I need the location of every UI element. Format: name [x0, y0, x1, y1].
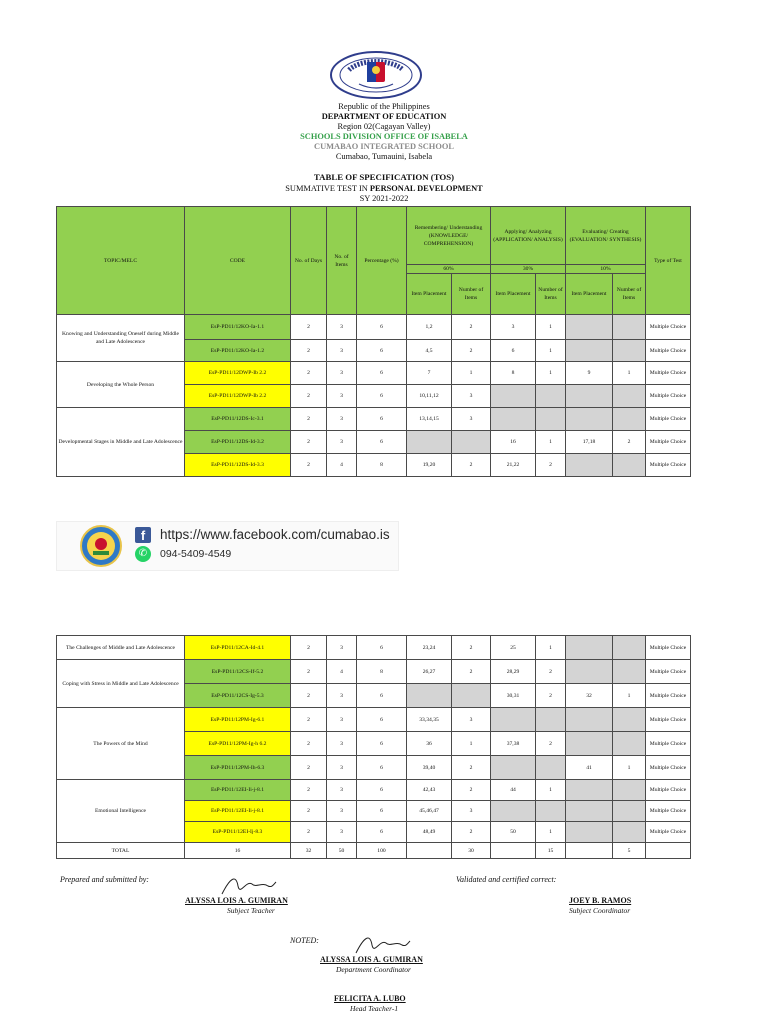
- th-days: No. of Days: [291, 207, 327, 315]
- evaluate-count-cell: 1: [613, 756, 646, 780]
- tos-subject: PERSONAL DEVELOPMENT: [369, 184, 483, 193]
- test-type-cell: Multiple Choice: [646, 756, 691, 780]
- total-blank: [407, 843, 452, 859]
- percentage-cell: 6: [357, 385, 407, 408]
- evaluate-placement-cell: 32: [566, 684, 613, 708]
- th-topic: TOPIC/MELC: [57, 207, 185, 315]
- apply-count-cell: 2: [536, 684, 566, 708]
- test-type-cell: Multiple Choice: [646, 454, 691, 477]
- days-cell: 2: [291, 315, 327, 340]
- evaluate-placement-cell: 9: [566, 362, 613, 385]
- topic-cell: Emotional Intelligence: [57, 780, 185, 843]
- days-cell: 2: [291, 385, 327, 408]
- items-cell: 3: [327, 684, 357, 708]
- apply-placement-cell: 37,38: [491, 732, 536, 756]
- remember-placement-cell: 4,5: [407, 340, 452, 362]
- apply-placement-cell: 44: [491, 780, 536, 801]
- percentage-cell: 6: [357, 756, 407, 780]
- remember-count-cell: 3: [452, 708, 491, 732]
- percentage-cell: 6: [357, 431, 407, 454]
- apply-placement-cell: [491, 801, 536, 822]
- header-school: CUMABAO INTEGRATED SCHOOL: [314, 142, 454, 151]
- apply-count-cell: [536, 408, 566, 431]
- tos-title: TABLE OF SPECIFICATION (TOS): [313, 172, 455, 182]
- code-cell: EsP-PD11/12DS-Id-3.3: [185, 454, 291, 477]
- remember-placement-cell: 13,14,15: [407, 408, 452, 431]
- prepared-label: Prepared and submitted by:: [60, 875, 149, 884]
- th-pct-30: 30%: [491, 265, 566, 274]
- days-cell: 2: [291, 636, 327, 660]
- header-region: Region 02(Cagayan Valley): [337, 122, 431, 131]
- evaluate-count-cell: [613, 732, 646, 756]
- remember-count-cell: 2: [452, 454, 491, 477]
- evaluate-count-cell: 2: [613, 431, 646, 454]
- school-logo-icon: [80, 525, 122, 567]
- coordinator-name: JOEY B. RAMOS: [569, 896, 632, 905]
- th-code: CODE: [185, 207, 291, 315]
- remember-count-cell: 1: [452, 732, 491, 756]
- apply-placement-cell: 25: [491, 636, 536, 660]
- tos-subtitle: [0, 184, 768, 194]
- table-row: [57, 708, 691, 732]
- topic-cell: Developmental Stages in Middle and Late Adolescence: [57, 408, 185, 477]
- percentage-cell: 8: [357, 660, 407, 684]
- table-row: [57, 315, 691, 340]
- test-type-cell: Multiple Choice: [646, 408, 691, 431]
- total-percentage: 50: [327, 843, 357, 859]
- remember-placement-cell: 23,24: [407, 636, 452, 660]
- header-address: Cumabao, Tumauini, Isabela: [335, 152, 433, 161]
- items-cell: 4: [327, 454, 357, 477]
- apply-count-cell: 1: [536, 636, 566, 660]
- th-applying: Applying/ Analyzing (APPLICATION/ ANALYSIS): [491, 207, 566, 265]
- remember-count-cell: 1: [452, 362, 491, 385]
- days-cell: 2: [291, 780, 327, 801]
- dept-coordinator-role: Department Coordinator: [336, 965, 411, 974]
- code-cell: EsP-PD11/12PM-Ig-h 6.2: [185, 732, 291, 756]
- remember-placement-cell: 39,40: [407, 756, 452, 780]
- evaluate-count-cell: 1: [613, 684, 646, 708]
- evaluate-placement-cell: [566, 454, 613, 477]
- remember-count-cell: 2: [452, 660, 491, 684]
- topic-cell: The Challenges of Middle and Late Adolescence: [57, 636, 185, 660]
- apply-count-cell: 1: [536, 780, 566, 801]
- percentage-cell: 6: [357, 362, 407, 385]
- items-cell: 3: [327, 431, 357, 454]
- evaluate-placement-cell: [566, 408, 613, 431]
- evaluate-placement-cell: [566, 636, 613, 660]
- code-cell: EsP-PD11/12CS-If-5.2: [185, 660, 291, 684]
- total-evaluate-count: 5: [613, 843, 646, 859]
- evaluate-placement-cell: [566, 822, 613, 843]
- remember-placement-cell: [407, 431, 452, 454]
- percentage-cell: 6: [357, 780, 407, 801]
- evaluate-placement-cell: [566, 708, 613, 732]
- percentage-cell: 6: [357, 636, 407, 660]
- remember-placement-cell: 36: [407, 732, 452, 756]
- remember-count-cell: 2: [452, 780, 491, 801]
- items-cell: 3: [327, 636, 357, 660]
- school-year: SY 2021-2022: [359, 194, 409, 203]
- th-item-placement: Item Placement: [491, 274, 536, 315]
- apply-count-cell: [536, 708, 566, 732]
- apply-placement-cell: [491, 408, 536, 431]
- deped-seal-logo: [329, 50, 423, 100]
- apply-placement-cell: 30,31: [491, 684, 536, 708]
- apply-count-cell: 1: [536, 362, 566, 385]
- teacher-name: ALYSSA LOIS A. GUMIRAN: [185, 896, 288, 905]
- evaluate-count-cell: [613, 315, 646, 340]
- test-type-cell: Multiple Choice: [646, 822, 691, 843]
- total-remember: 100: [357, 843, 407, 859]
- tos-table-bottom: [56, 635, 691, 859]
- total-items: 32: [291, 843, 327, 859]
- remember-count-cell: 2: [452, 822, 491, 843]
- apply-count-cell: [536, 801, 566, 822]
- test-type-cell: Multiple Choice: [646, 315, 691, 340]
- remember-placement-cell: 19,20: [407, 454, 452, 477]
- total-days: 16: [185, 843, 291, 859]
- code-cell: EsP-PD11/12EI-Ii-j-8.1: [185, 801, 291, 822]
- apply-placement-cell: 16: [491, 431, 536, 454]
- days-cell: 2: [291, 801, 327, 822]
- dept-coordinator-name: ALYSSA LOIS A. GUMIRAN: [320, 955, 423, 964]
- items-cell: 3: [327, 315, 357, 340]
- evaluate-placement-cell: [566, 660, 613, 684]
- days-cell: 2: [291, 454, 327, 477]
- apply-count-cell: 2: [536, 454, 566, 477]
- percentage-cell: 8: [357, 454, 407, 477]
- days-cell: 2: [291, 732, 327, 756]
- evaluate-count-cell: [613, 454, 646, 477]
- th-number-items: Number of Items: [452, 274, 491, 315]
- th-pct-10: 10%: [566, 265, 646, 274]
- th-number-items: Number of Items: [536, 274, 566, 315]
- percentage-cell: 6: [357, 684, 407, 708]
- code-cell: EsP-PD11/12EI-Ii-j-8.1: [185, 780, 291, 801]
- remember-placement-cell: 33,34,35: [407, 708, 452, 732]
- apply-placement-cell: 50: [491, 822, 536, 843]
- remember-count-cell: 2: [452, 756, 491, 780]
- facebook-link[interactable]: https://www.facebook.com/cumabao.is: [160, 527, 390, 542]
- days-cell: 2: [291, 684, 327, 708]
- days-cell: 2: [291, 362, 327, 385]
- evaluate-placement-cell: [566, 385, 613, 408]
- test-type-cell: Multiple Choice: [646, 660, 691, 684]
- evaluate-count-cell: [613, 385, 646, 408]
- items-cell: 3: [327, 732, 357, 756]
- phone-number: 094-5409-4549: [160, 548, 232, 560]
- code-cell: EsP-PD11/12EI-Ij-8.3: [185, 822, 291, 843]
- th-items: No. of Items: [327, 207, 357, 315]
- apply-count-cell: 1: [536, 431, 566, 454]
- test-type-cell: Multiple Choice: [646, 708, 691, 732]
- th-type: Type of Test: [646, 207, 691, 315]
- table-row: [57, 636, 691, 660]
- coordinator-role: Subject Coordinator: [569, 906, 631, 915]
- validated-label: Validated and certified correct:: [456, 875, 557, 884]
- apply-count-cell: [536, 756, 566, 780]
- apply-count-cell: 2: [536, 660, 566, 684]
- test-type-cell: Multiple Choice: [646, 362, 691, 385]
- days-cell: 2: [291, 431, 327, 454]
- items-cell: 3: [327, 408, 357, 431]
- th-remembering: Remembering/ Understanding (KNOWLEDGE/ COMPREHENSION): [407, 207, 491, 265]
- total-row: [57, 843, 691, 859]
- remember-placement-cell: 45,46,47: [407, 801, 452, 822]
- days-cell: 2: [291, 408, 327, 431]
- items-cell: 3: [327, 362, 357, 385]
- apply-placement-cell: 8: [491, 362, 536, 385]
- code-cell: EsP-PD11/12KO-Ia-1.2: [185, 340, 291, 362]
- header-department: DEPARTMENT OF EDUCATION: [321, 112, 447, 121]
- remember-placement-cell: 26,27: [407, 660, 452, 684]
- evaluate-count-cell: [613, 801, 646, 822]
- test-type-cell: Multiple Choice: [646, 780, 691, 801]
- total-remember-count: 30: [452, 843, 491, 859]
- items-cell: 3: [327, 340, 357, 362]
- percentage-cell: 6: [357, 801, 407, 822]
- remember-count-cell: 3: [452, 801, 491, 822]
- evaluate-placement-cell: 41: [566, 756, 613, 780]
- code-cell: EsP-PD11/12CS-Ig-5.3: [185, 684, 291, 708]
- code-cell: EsP-PD11/12PM-Ig-6.1: [185, 708, 291, 732]
- remember-count-cell: 2: [452, 340, 491, 362]
- th-item-placement: Item Placement: [566, 274, 613, 315]
- th-evaluating: Evaluating/ Creating (EVALUATION/ SYNTHESIS): [566, 207, 646, 265]
- code-cell: EsP-PD11/12DS-Ic-3.1: [185, 408, 291, 431]
- total-label: TOTAL: [57, 843, 185, 859]
- noted-label: NOTED:: [290, 936, 319, 945]
- topic-cell: Developing the Whole Person: [57, 362, 185, 408]
- remember-count-cell: [452, 431, 491, 454]
- evaluate-count-cell: [613, 408, 646, 431]
- evaluate-placement-cell: 17,18: [566, 431, 613, 454]
- total-apply-count: 15: [536, 843, 566, 859]
- days-cell: 2: [291, 708, 327, 732]
- items-cell: 3: [327, 822, 357, 843]
- evaluate-count-cell: [613, 822, 646, 843]
- test-type-cell: Multiple Choice: [646, 732, 691, 756]
- remember-count-cell: 3: [452, 385, 491, 408]
- th-number-items: Number of Items: [613, 274, 646, 315]
- head-teacher-name: FELICITA A. LUBO: [334, 994, 406, 1003]
- percentage-cell: 6: [357, 822, 407, 843]
- items-cell: 3: [327, 385, 357, 408]
- apply-placement-cell: [491, 756, 536, 780]
- header-republic: Republic of the Philippines: [338, 102, 430, 111]
- percentage-cell: 6: [357, 315, 407, 340]
- days-cell: 2: [291, 756, 327, 780]
- topic-cell: Coping with Stress in Middle and Late Adolescence: [57, 660, 185, 708]
- percentage-cell: 6: [357, 708, 407, 732]
- items-cell: 4: [327, 660, 357, 684]
- items-cell: 3: [327, 780, 357, 801]
- items-cell: 3: [327, 756, 357, 780]
- total-blank: [646, 843, 691, 859]
- evaluate-count-cell: [613, 636, 646, 660]
- table-row: [57, 780, 691, 801]
- test-type-cell: Multiple Choice: [646, 684, 691, 708]
- remember-count-cell: [452, 684, 491, 708]
- apply-placement-cell: 3: [491, 315, 536, 340]
- apply-count-cell: [536, 385, 566, 408]
- table-row: [57, 660, 691, 684]
- tos-table-top: [56, 206, 691, 477]
- remember-count-cell: 3: [452, 408, 491, 431]
- evaluate-placement-cell: [566, 340, 613, 362]
- teacher-role: Subject Teacher: [227, 906, 275, 915]
- percentage-cell: 6: [357, 340, 407, 362]
- apply-count-cell: 1: [536, 315, 566, 340]
- evaluate-count-cell: [613, 340, 646, 362]
- remember-placement-cell: 42,43: [407, 780, 452, 801]
- remember-count-cell: 2: [452, 315, 491, 340]
- th-item-placement: Item Placement: [407, 274, 452, 315]
- tos-subtitle-prefix: SUMMATIVE TEST IN: [285, 184, 370, 193]
- days-cell: 2: [291, 660, 327, 684]
- evaluate-placement-cell: [566, 732, 613, 756]
- apply-placement-cell: [491, 385, 536, 408]
- days-cell: 2: [291, 340, 327, 362]
- test-type-cell: Multiple Choice: [646, 431, 691, 454]
- apply-placement-cell: 6: [491, 340, 536, 362]
- test-type-cell: Multiple Choice: [646, 801, 691, 822]
- test-type-cell: Multiple Choice: [646, 340, 691, 362]
- code-cell: EsP-PD11/12DS-Id-3.2: [185, 431, 291, 454]
- test-type-cell: Multiple Choice: [646, 636, 691, 660]
- code-cell: EsP-PD11/12KO-Ia-1.1: [185, 315, 291, 340]
- evaluate-count-cell: [613, 708, 646, 732]
- remember-placement-cell: 48,49: [407, 822, 452, 843]
- remember-placement-cell: [407, 684, 452, 708]
- test-type-cell: Multiple Choice: [646, 385, 691, 408]
- apply-count-cell: 1: [536, 822, 566, 843]
- topic-cell: The Powers of the Mind: [57, 708, 185, 780]
- items-cell: 3: [327, 801, 357, 822]
- table-row: [57, 362, 691, 385]
- total-blank: [491, 843, 536, 859]
- total-blank: [566, 843, 613, 859]
- header-division: SCHOOLS DIVISION OFFICE OF ISABELA: [300, 132, 468, 141]
- code-cell: EsP-PD11/12DWP-Ib 2.2: [185, 385, 291, 408]
- code-cell: EsP-PD11/12CA-Id-4.1: [185, 636, 291, 660]
- table-row: [57, 408, 691, 431]
- th-percentage: Percentage (%): [357, 207, 407, 315]
- evaluate-placement-cell: [566, 801, 613, 822]
- remember-count-cell: 2: [452, 636, 491, 660]
- facebook-icon: f: [135, 527, 151, 543]
- code-cell: EsP-PD11/12DWP-Ib 2.2: [185, 362, 291, 385]
- evaluate-placement-cell: [566, 780, 613, 801]
- remember-placement-cell: 10,11,12: [407, 385, 452, 408]
- remember-placement-cell: 1,2: [407, 315, 452, 340]
- evaluate-count-cell: [613, 780, 646, 801]
- phone-icon: ✆: [135, 546, 151, 562]
- apply-placement-cell: 21,22: [491, 454, 536, 477]
- apply-count-cell: 1: [536, 340, 566, 362]
- topic-cell: Knowing and Understanding Oneself during Middle and Late Adolescence: [57, 315, 185, 362]
- th-pct-60: 60%: [407, 265, 491, 274]
- remember-placement-cell: 7: [407, 362, 452, 385]
- evaluate-placement-cell: [566, 315, 613, 340]
- code-cell: EsP-PD11/12PM-Ih-6.3: [185, 756, 291, 780]
- percentage-cell: 6: [357, 408, 407, 431]
- apply-count-cell: 2: [536, 732, 566, 756]
- days-cell: 2: [291, 822, 327, 843]
- evaluate-count-cell: [613, 660, 646, 684]
- apply-placement-cell: [491, 708, 536, 732]
- items-cell: 3: [327, 708, 357, 732]
- evaluate-count-cell: 1: [613, 362, 646, 385]
- head-teacher-role: Head Teacher-1: [350, 1004, 399, 1013]
- apply-placement-cell: 28,29: [491, 660, 536, 684]
- percentage-cell: 6: [357, 732, 407, 756]
